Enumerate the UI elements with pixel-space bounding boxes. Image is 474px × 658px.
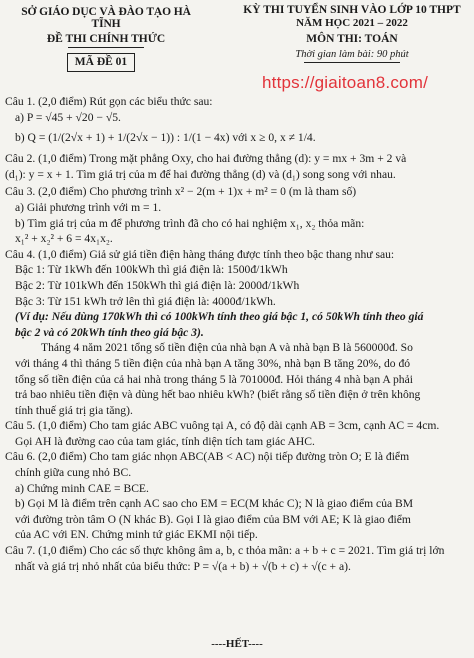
question-4-problem-5: tính thuế giá trị gia tăng).: [15, 403, 133, 417]
question-4-problem: Tháng 4 năm 2021 tổng số tiền điện của nhà bạn A và nhà bạn B là 560000đ. So: [41, 341, 413, 355]
tier-example: (Ví dụ: Nếu dùng 170kWh thì có 100kWh tính theo giá bậc 1, có 50kWh tính theo giá: [15, 310, 424, 324]
question-1: Câu 1. (2,0 điểm) Rút gọn các biểu thức sau:: [5, 95, 213, 108]
question-3a: a) Giải phương trình với m = 1.: [15, 200, 162, 214]
question-7-cont: nhất và giá trị nhỏ nhất của biểu thức: P = √(a + b) + √(b + c) + √(c + a).: [15, 559, 351, 573]
question-5: Câu 5. (1,0 điểm) Cho tam giác ABC vuông tại A, có độ dài cạnh AB = 3cm, cạnh AC = 4cm.: [5, 419, 440, 433]
end-marker: ----HẾT----: [211, 638, 263, 650]
issuer-block: [6, 6, 206, 48]
question-1a: a) P = √45 + √20 − √5.: [15, 110, 121, 124]
tier-example-cont: bậc 2 và có 20kWh tính theo giá bậc 3).: [15, 325, 204, 339]
question-6b-cont: với đường tròn tâm O (N khác B). Gọi I là giao điểm của BM với AE; K là giao điểm: [15, 512, 411, 526]
question-4-problem-4: trả bao nhiêu tiền điện và dùng hết bao nhiêu kWh? (biết rằng số tiền điện ở trên không: [15, 388, 421, 402]
question-4-problem-3: tổng số tiền điện của cả hai nhà trong tháng 5 là 701000đ. Hỏi tháng 4 nhà bạn A phải: [15, 372, 413, 386]
question-6a: a) Chứng minh CAE = BCE.: [15, 481, 149, 495]
divider: [68, 47, 144, 48]
question-3b: b) Tìm giá trị của m để phương trình đã cho có hai nghiệm x₁, x₂ thỏa mãn:: [15, 216, 365, 230]
question-2-cont: (d₁): y = x + 1. Tìm giá trị của m để hai đường thẳng (d) và (d₁) song song với nhau.: [5, 167, 396, 181]
question-3b-condition: x₁² + x₂² + 6 = 4x₁x₂.: [15, 232, 113, 246]
question-6b-cont-2: của AC với EN. Chứng minh tứ giác EKMI nội tiếp.: [15, 528, 258, 542]
exam-title: KỲ THI TUYỂN SINH VÀO LỚP 10 THPT: [243, 4, 461, 16]
divider: [304, 62, 400, 63]
tier-3: Bậc 3: Từ 151 kWh trở lên thì giá điện là: 4000đ/1kWh.: [15, 294, 276, 308]
exam-title-block: [236, 4, 468, 63]
question-6b: b) Gọi M là điểm trên cạnh AC sao cho EM = EC(M khác C); N là giao điểm của BM: [15, 497, 414, 511]
question-2: Câu 2. (1,0 điểm) Trong mặt phẳng Oxy, cho hai đường thẳng (d): y = mx + 3m + 2 và: [5, 152, 407, 166]
exam-body: [5, 94, 469, 574]
tier-2: Bậc 2: Từ 101kWh đến 150kWh thì giá điện là: 2000đ/1kWh: [15, 278, 300, 292]
question-4: Câu 4. (1,0 điểm) Giả sử giá tiền điện hàng tháng được tính theo bậc thang như sau:: [5, 247, 395, 261]
tier-1: Bậc 1: Từ 1kWh đến 100kWh thì giá điện là: 1500đ/1kWh: [15, 263, 288, 277]
question-6-cont: chính giữa cung nhỏ BC.: [15, 466, 132, 480]
question-5-cont: Gọi AH là đường cao của tam giác, tính diện tích tam giác AHC.: [15, 434, 315, 448]
watermark-url: https://giaitoan8.com/: [262, 73, 428, 92]
issuer-name: SỞ GIÁO DỤC VÀ ĐÀO TẠO HÀ TĨNH: [21, 6, 191, 30]
official-exam-label: ĐỀ THI CHÍNH THỨC: [46, 33, 166, 45]
exam-code-box: MÃ ĐỀ 01: [67, 53, 135, 72]
question-3: Câu 3. (2,0 điểm) Cho phương trình x² − 2(m + 1)x + m² = 0 (m là tham số): [5, 185, 357, 199]
subject: MÔN THI: TOÁN: [306, 33, 398, 45]
question-1b: b) Q = (1/(2√x + 1) + 1/(2√x − 1)) : 1/(1 − 4x) với x ≥ 0, x ≠ 1/4.: [15, 131, 316, 145]
question-4-problem-2: với tháng 4 thì tháng 5 tiền điện của nhà bạn A tăng 30%, nhà bạn B tăng 20%, do đó: [15, 356, 411, 370]
duration: Thời gian làm bài: 90 phút: [295, 49, 409, 60]
question-6: Câu 6. (2,0 điểm) Cho tam giác nhọn ABC(AB < AC) nội tiếp đường tròn O; E là điểm: [5, 450, 410, 464]
question-7: Câu 7. (1,0 điểm) Cho các số thực không âm a, b, c thỏa mãn: a + b + c = 2021. Tìm giá trị lớn: [5, 544, 445, 558]
school-year: NĂM HỌC 2021 – 2022: [296, 17, 408, 29]
